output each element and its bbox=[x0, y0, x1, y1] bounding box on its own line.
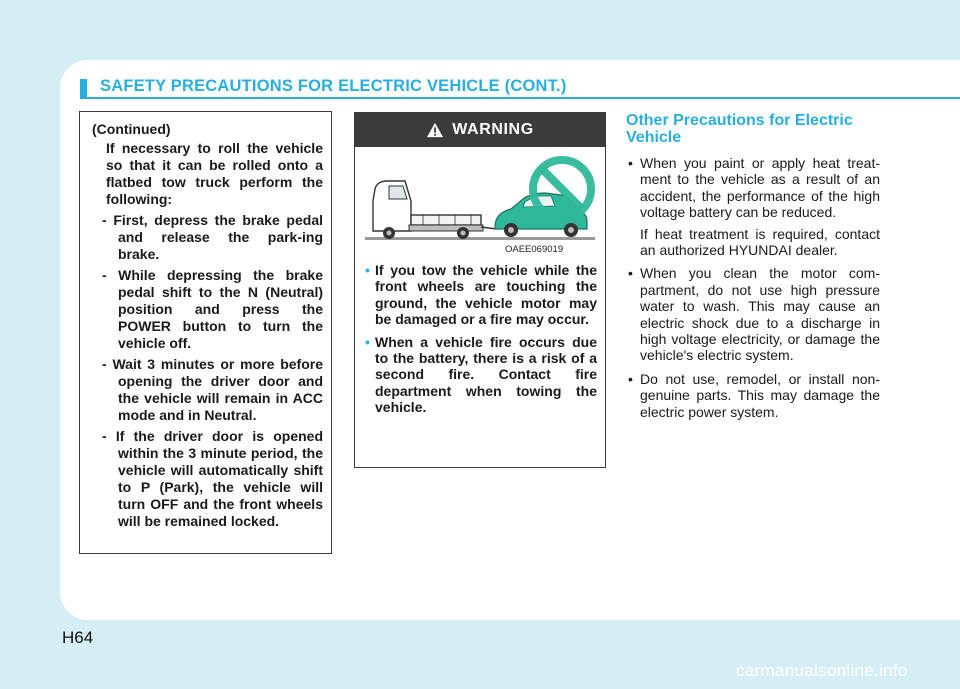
precaution-item bbox=[626, 371, 880, 420]
procedure-step: - First, depress the brake pedal and release the park-ing brake. bbox=[102, 212, 323, 262]
warning-label: WARNING bbox=[452, 121, 534, 138]
other-precautions-section bbox=[626, 112, 880, 427]
bullet-icon: • bbox=[628, 370, 633, 387]
warning-item bbox=[365, 334, 597, 416]
warning-list bbox=[365, 262, 597, 422]
header-accent-bar bbox=[80, 79, 87, 98]
precaution-item bbox=[626, 265, 880, 363]
subsection-title: Other Precautions for Electric Vehicle bbox=[626, 112, 853, 146]
bullet-icon: • bbox=[628, 265, 633, 282]
warning-header bbox=[355, 113, 605, 147]
warning-box bbox=[354, 112, 606, 468]
precaution-item bbox=[626, 155, 880, 258]
procedure-step: - While depressing the brake pedal shift to the N (Neutral) position and press the POWER button to turn the vehicle off. bbox=[102, 267, 323, 351]
page-number: H64 bbox=[62, 628, 94, 647]
warning-item bbox=[365, 262, 597, 328]
section-title: SAFETY PRECAUTIONS FOR ELECTRIC VEHICLE (CONT.) bbox=[100, 77, 567, 95]
warning-item-text: If you tow the vehicle while the front wheels are touching the ground, the vehicle motor may be damaged or a fire may occur. bbox=[375, 262, 597, 328]
precaution-text: When you clean the motor com-partment, do not use high pressure water to wash. This may cause an electric shock due to a discharge in high voltage electricity, or damage the vehicle's electric system. bbox=[640, 265, 880, 364]
procedure-step: - If the driver door is opened within the 3 minute period, the vehicle will automatically shift to P (Park), the vehicle will turn OFF and the front wheels will be remained locked. bbox=[102, 428, 323, 529]
procedure-step: - Wait 3 minutes or more before opening the driver door and the vehicle will remain in ACC mode and in Neutral. bbox=[102, 356, 323, 423]
warning-triangle-icon bbox=[426, 122, 444, 138]
watermark-text: carmanualsonline.info bbox=[736, 661, 908, 680]
bullet-icon: • bbox=[628, 155, 633, 171]
precaution-text: Do not use, remodel, or install non-genuine parts. This may damage the electric power system. bbox=[640, 370, 880, 420]
continued-procedure-box bbox=[79, 111, 332, 554]
procedure-intro: If necessary to roll the vehicle so that it can be rolled onto a flatbed tow truck perform the following: bbox=[106, 140, 323, 207]
precaution-subtext: If heat treatment is required, contact an authorized HYUNDAI dealer. bbox=[640, 225, 880, 259]
bullet-icon: • bbox=[365, 333, 370, 350]
image-code: OAEE069019 bbox=[505, 244, 564, 255]
continued-label: (Continued) bbox=[92, 121, 171, 137]
warning-item-text: When a vehicle fire occurs due to the battery, there is a risk of a second fire. Contact fire department when towing the vehicle. bbox=[375, 333, 597, 416]
bullet-icon: • bbox=[365, 262, 370, 278]
header-rule bbox=[80, 97, 960, 99]
precaution-text: When you paint or apply heat treat-ment to the vehicle as a result of an accident, the performance of the high voltage battery can be reduced. bbox=[640, 155, 880, 221]
